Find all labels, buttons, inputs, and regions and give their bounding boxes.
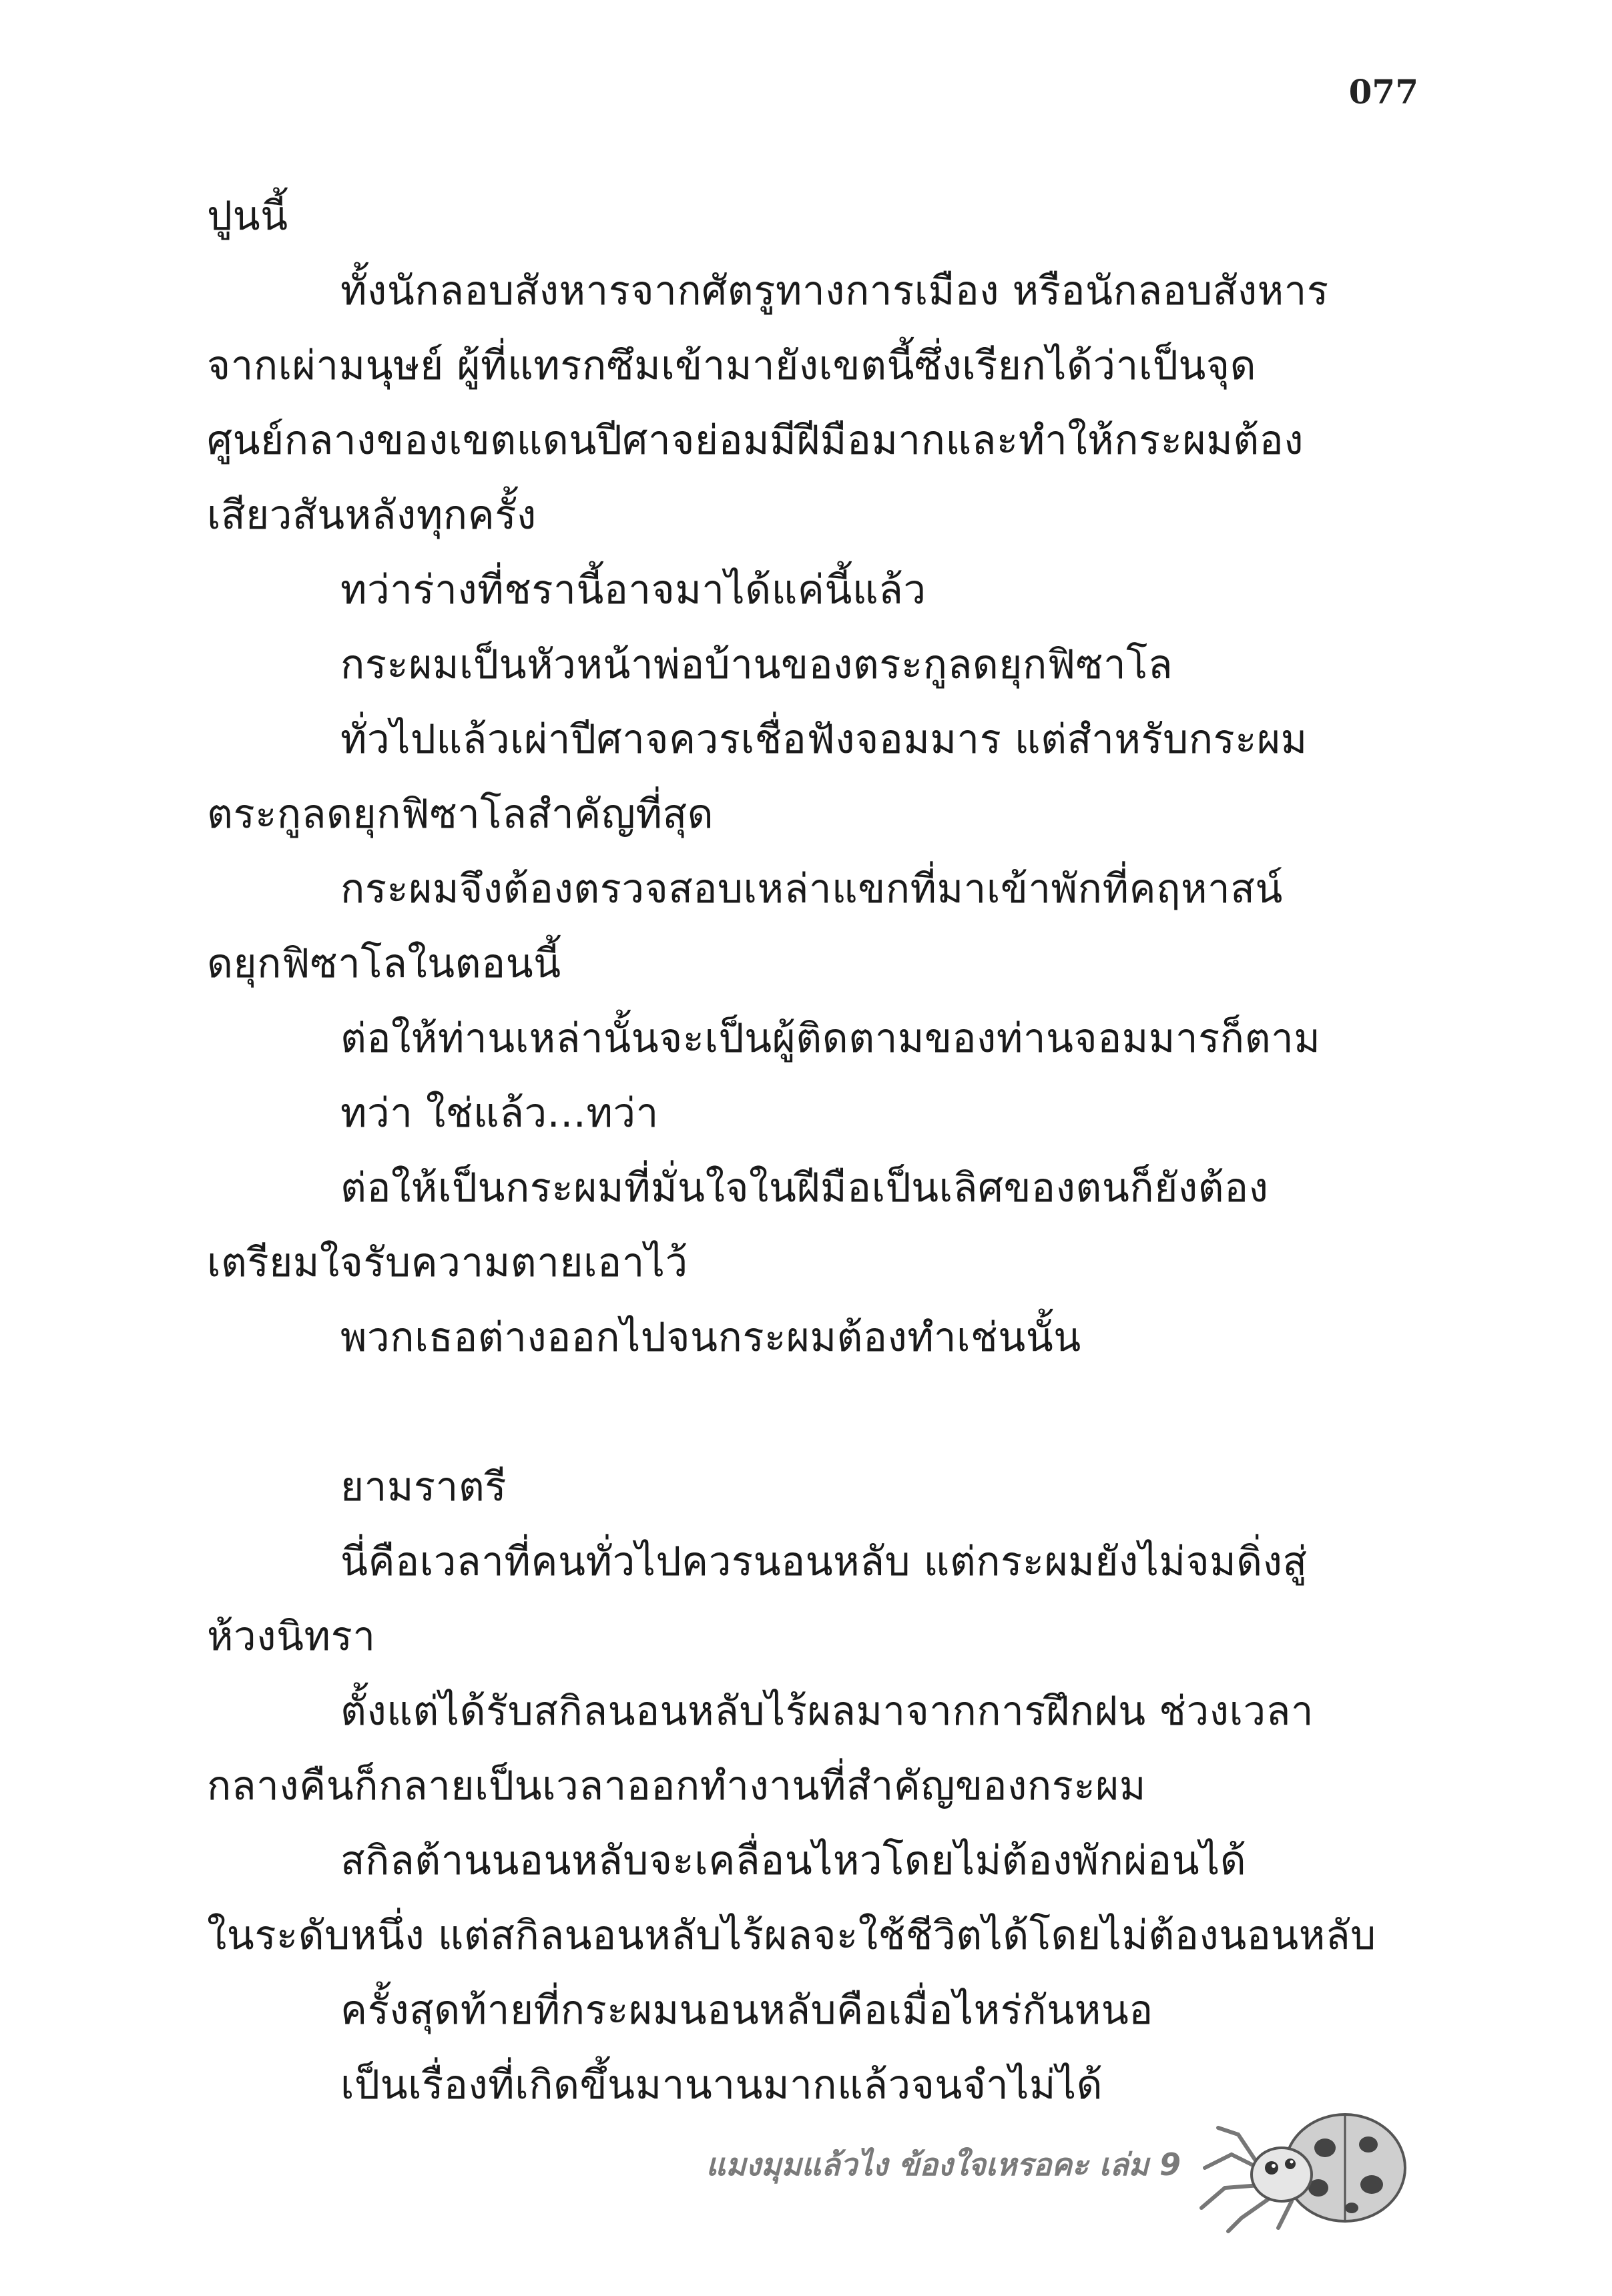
text-line: เสียวสันหลังทุกครั้ง — [207, 492, 537, 539]
text-line: ทั้งนักลอบสังหารจากศัตรูทางการเมือง หรือนักลอบสังหาร — [340, 268, 1329, 314]
text-line: เตรียมใจรับความตายเอาไว้ — [207, 1239, 688, 1286]
text-line: นี่คือเวลาที่คนทั่วไปควรนอนหลับ แต่กระผมยังไม่จมดิ่งสู่ — [340, 1538, 1308, 1585]
text-line: ยามราตรี — [340, 1464, 507, 1510]
ladybug-spider-icon — [1191, 2094, 1412, 2235]
text-line: ทว่า ใช่แล้ว...ทว่า — [340, 1090, 659, 1137]
text-line: เป็นเรื่องที่เกิดขึ้นมานานมากแล้วจนจำไม่ได้ — [340, 2062, 1103, 2108]
text-line: ตั้งแต่ได้รับสกิลนอนหลับไร้ผลมาจากการฝึกฝน ช่วงเวลา — [340, 1688, 1314, 1735]
text-line: กระผมจึงต้องตรวจสอบเหล่าแขกที่มาเข้าพักที่คฤหาสน์ — [340, 866, 1283, 912]
book-title: แมงมุมแล้วไง ข้องใจเหรอคะ เล่ม 9 — [706, 2146, 1181, 2183]
text-line: ต่อให้เป็นกระผมที่มั่นใจในฝีมือเป็นเลิศของตนก็ยังต้อง — [340, 1165, 1269, 1211]
text-line: ดยุกฟิซาโลในตอนนี้ — [207, 940, 561, 987]
text-line: ปูนนี้ — [207, 193, 288, 240]
text-line: ครั้งสุดท้ายที่กระผมนอนหลับคือเมื่อไหร่กันหนอ — [340, 1987, 1153, 2034]
text-line: ในระดับหนึ่ง แต่สกิลนอนหลับไร้ผลจะใช้ชีวิตได้โดยไม่ต้องนอนหลับ — [207, 1912, 1376, 1959]
text-line: กระผมเป็นหัวหน้าพ่อบ้านของตระกูลดยุกฟิซาโล — [340, 641, 1173, 688]
body-text — [207, 179, 1408, 2122]
text-line: พวกเธอต่างออกไปจนกระผมต้องทำเช่นนั้น — [340, 1314, 1081, 1361]
text-line: ต่อให้ท่านเหล่านั้นจะเป็นผู้ติดตามของท่านจอมมารก็ตาม — [340, 1015, 1321, 1062]
text-line: กลางคืนก็กลายเป็นเวลาออกทำงานที่สำคัญของกระผม — [207, 1763, 1146, 1809]
text-line: ตระกูลดยุกฟิซาโลสำคัญที่สุด — [207, 791, 714, 838]
text-line: ศูนย์กลางของเขตแดนปีศาจย่อมมีฝีมือมากและทำให้กระผมต้อง — [207, 417, 1304, 464]
text-line: ทั่วไปแล้วเผ่าปีศาจควรเชื่อฟังจอมมาร แต่สำหรับกระผม — [340, 716, 1308, 763]
text-line: ห้วงนิทรา — [207, 1613, 376, 1660]
text-line: สกิลต้านนอนหลับจะเคลื่อนไหวโดยไม่ต้องพักผ่อนได้ — [340, 1837, 1247, 1884]
running-footer — [706, 2094, 1412, 2235]
text-line: จากเผ่ามนุษย์ ผู้ที่แทรกซึมเข้ามายังเขตนี้ซึ่งเรียกได้ว่าเป็นจุด — [207, 342, 1257, 389]
page-number: 077 — [1348, 72, 1418, 111]
blank-line — [207, 1375, 1408, 1450]
text-line: ทว่าร่างที่ชรานี้อาจมาได้แค่นี้แล้ว — [340, 567, 926, 613]
